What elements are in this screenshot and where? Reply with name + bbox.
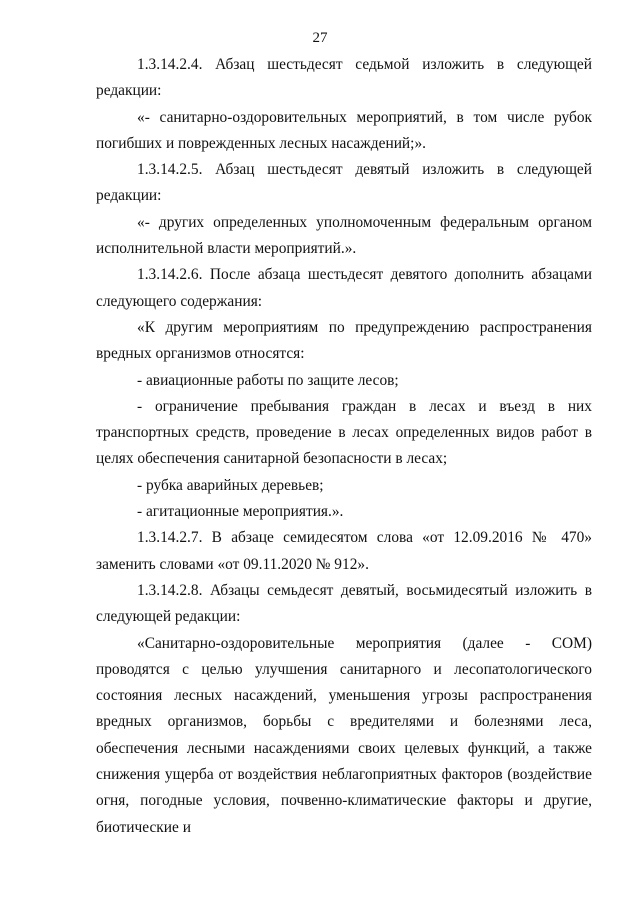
paragraph-quote-intro: «К другим мероприятиям по предупреждению распространения вредных организмов относятся: [96,318,592,363]
paragraph-1-3-14-2-4: 1.3.14.2.4. Абзац шестьдесят седьмой изложить в следующей редакции: [96,56,592,100]
list-item-felling: - рубка аварийных деревьев; [137,476,324,494]
paragraph-quote-som: «Санитарно-оздоровительные мероприятия (далее - СОМ) проводятся с целью улучшения санитарного и лесопатологического состояния лесных насаждений, уменьшения угрозы распространения вредных организмов, борьбы с вредителями и болезнями леса, обеспечения лесными насаждениями своих целевых функций, а также снижения ущерба от воздействия неблагоприятных факторов (воздействие огня, погодные условия, почвенно-климатические факторы и другие, биотические и [96,634,592,836]
list-item-restriction: - ограничение пребывания граждан в лесах и въезд в них транспортных средств, проведение в лесах определенных видов работ в целях обеспечения санитарной безопасности в лесах; [96,397,592,468]
paragraph-quote-sanitary: «- санитарно-оздоровительных мероприятий, в том числе рубок погибших и поврежденных лесных насаждений;». [96,108,592,152]
list-item-campaign: - агитационные мероприятия.». [137,503,344,521]
paragraph-1-3-14-2-8: 1.3.14.2.8. Абзацы семьдесят девятый, восьмидесятый изложить в следующей редакции: [96,581,592,626]
paragraph-quote-other-measures: «- других определенных уполномоченным федеральным органом исполнительной власти мероприятий.». [96,213,592,258]
document-body [96,52,592,841]
page-number: 27 [312,30,328,46]
paragraph-1-3-14-2-7: 1.3.14.2.7. В абзаце семидесятом слова «от 12.09.2016 № 470» заменить словами «от 09.11.2020 № 912». [96,529,592,573]
list-item-aviation: - авиационные работы по защите лесов; [137,371,399,389]
paragraph-1-3-14-2-5: 1.3.14.2.5. Абзац шестьдесят девятый изложить в следующей редакции: [96,161,592,205]
paragraph-1-3-14-2-6: 1.3.14.2.6. После абзаца шестьдесят девятого дополнить абзацами следующего содержания: [96,266,592,310]
